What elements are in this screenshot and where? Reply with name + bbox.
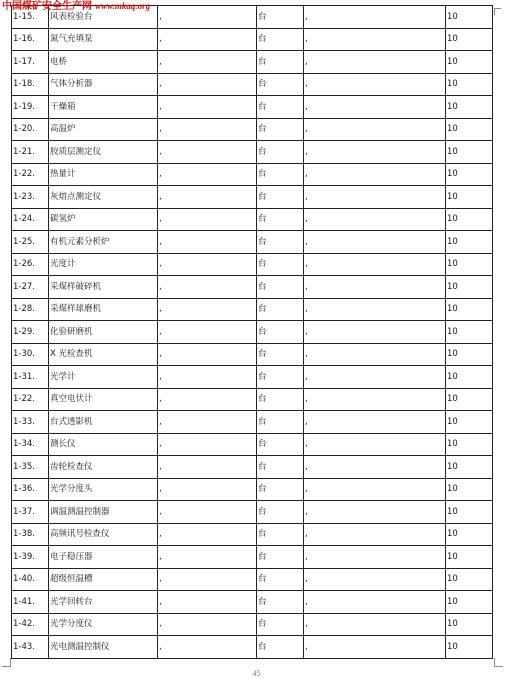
item-number-cell: 1-17. xyxy=(12,51,49,74)
blank-cell: , xyxy=(158,478,257,501)
blank-cell: , xyxy=(304,568,446,591)
item-name-cell: 采煤样破碎机 xyxy=(49,276,158,299)
item-number-cell: 1-34. xyxy=(12,433,49,456)
quantity-cell: 10 xyxy=(446,501,493,524)
unit-cell: 台 xyxy=(257,456,304,479)
blank-cell: , xyxy=(304,546,446,569)
unit-cell: 台 xyxy=(257,96,304,119)
item-number-cell: 1-22. xyxy=(12,163,49,186)
quantity-cell: 10 xyxy=(446,546,493,569)
blank-cell: , xyxy=(158,96,257,119)
equipment-table-body xyxy=(12,6,493,659)
unit-cell: 台 xyxy=(257,343,304,366)
blank-cell: , xyxy=(304,636,446,659)
quantity-cell: 10 xyxy=(446,636,493,659)
blank-cell: , xyxy=(304,231,446,254)
unit-cell: 台 xyxy=(257,366,304,389)
blank-cell: , xyxy=(158,366,257,389)
quantity-cell: 10 xyxy=(446,366,493,389)
blank-cell: , xyxy=(304,366,446,389)
blank-cell: , xyxy=(158,613,257,636)
blank-cell: , xyxy=(158,501,257,524)
item-number-cell: 1-27. xyxy=(12,276,49,299)
unit-cell: 台 xyxy=(257,208,304,231)
item-name-cell: 电桥 xyxy=(49,51,158,74)
blank-cell: , xyxy=(158,118,257,141)
item-name-cell: 测长仪 xyxy=(49,433,158,456)
quantity-cell: 10 xyxy=(446,208,493,231)
blank-cell: , xyxy=(158,51,257,74)
blank-cell: , xyxy=(158,231,257,254)
unit-cell: 台 xyxy=(257,6,304,29)
table-row xyxy=(12,456,493,479)
watermark-site-name: 中国煤矿安全生产网 xyxy=(2,1,92,12)
blank-cell: , xyxy=(158,411,257,434)
blank-cell: , xyxy=(304,208,446,231)
table-row xyxy=(12,366,493,389)
item-name-cell: 灰熔点测定仪 xyxy=(49,186,158,209)
blank-cell: , xyxy=(304,478,446,501)
blank-cell: , xyxy=(158,28,257,51)
table-row xyxy=(12,321,493,344)
item-number-cell: 1-22. xyxy=(12,388,49,411)
item-name-cell: 采煤样球磨机 xyxy=(49,298,158,321)
item-number-cell: 1-15. xyxy=(12,6,49,29)
item-name-cell: 光学分度头 xyxy=(49,478,158,501)
item-name-cell: 有机元素分析炉 xyxy=(49,231,158,254)
item-name-cell: 电子稳压器 xyxy=(49,546,158,569)
blank-cell: , xyxy=(304,591,446,614)
quantity-cell: 10 xyxy=(446,343,493,366)
item-name-cell: 光学回转台 xyxy=(49,591,158,614)
unit-cell: 台 xyxy=(257,73,304,96)
blank-cell: , xyxy=(158,343,257,366)
blank-cell: , xyxy=(158,636,257,659)
item-name-cell: 碳氢炉 xyxy=(49,208,158,231)
blank-cell: , xyxy=(304,73,446,96)
item-number-cell: 1-40. xyxy=(12,568,49,591)
table-row xyxy=(12,96,493,119)
quantity-cell: 10 xyxy=(446,591,493,614)
table-row xyxy=(12,231,493,254)
quantity-cell: 10 xyxy=(446,51,493,74)
item-name-cell: 光学分度仪 xyxy=(49,613,158,636)
quantity-cell: 10 xyxy=(446,411,493,434)
quantity-cell: 10 xyxy=(446,253,493,276)
quantity-cell: 10 xyxy=(446,613,493,636)
quantity-cell: 10 xyxy=(446,28,493,51)
item-name-cell: 光学计 xyxy=(49,366,158,389)
blank-cell: , xyxy=(304,501,446,524)
table-row xyxy=(12,298,493,321)
quantity-cell: 10 xyxy=(446,186,493,209)
quantity-cell: 10 xyxy=(446,141,493,164)
item-name-cell: 风表检验台 xyxy=(49,6,158,29)
quantity-cell: 10 xyxy=(446,163,493,186)
unit-cell: 台 xyxy=(257,591,304,614)
unit-cell: 台 xyxy=(257,388,304,411)
item-name-cell: 光电测温控制仪 xyxy=(49,636,158,659)
table-row xyxy=(12,73,493,96)
blank-cell: , xyxy=(158,163,257,186)
blank-cell: , xyxy=(158,208,257,231)
unit-cell: 台 xyxy=(257,298,304,321)
blank-cell: , xyxy=(304,118,446,141)
blank-cell: , xyxy=(304,321,446,344)
unit-cell: 台 xyxy=(257,231,304,254)
item-number-cell: 1-26. xyxy=(12,253,49,276)
table-row xyxy=(12,546,493,569)
crop-mark-bottom-left xyxy=(2,658,11,667)
quantity-cell: 10 xyxy=(446,298,493,321)
quantity-cell: 10 xyxy=(446,523,493,546)
blank-cell: , xyxy=(304,276,446,299)
item-number-cell: 1-19. xyxy=(12,96,49,119)
equipment-table xyxy=(11,5,493,659)
table-row xyxy=(12,253,493,276)
blank-cell: , xyxy=(158,433,257,456)
blank-cell: , xyxy=(158,253,257,276)
unit-cell: 台 xyxy=(257,28,304,51)
table-row xyxy=(12,478,493,501)
blank-cell: , xyxy=(158,298,257,321)
item-number-cell: 1-37. xyxy=(12,501,49,524)
blank-cell: , xyxy=(304,96,446,119)
item-number-cell: 1-42. xyxy=(12,613,49,636)
quantity-cell: 10 xyxy=(446,388,493,411)
table-row xyxy=(12,501,493,524)
blank-cell: , xyxy=(158,321,257,344)
unit-cell: 台 xyxy=(257,276,304,299)
item-number-cell: 1-38. xyxy=(12,523,49,546)
blank-cell: , xyxy=(158,141,257,164)
unit-cell: 台 xyxy=(257,118,304,141)
blank-cell: , xyxy=(304,163,446,186)
item-number-cell: 1-24. xyxy=(12,208,49,231)
item-number-cell: 1-30. xyxy=(12,343,49,366)
blank-cell: , xyxy=(158,186,257,209)
item-name-cell: 干燥箱 xyxy=(49,96,158,119)
blank-cell: , xyxy=(304,298,446,321)
table-row xyxy=(12,343,493,366)
blank-cell: , xyxy=(158,546,257,569)
blank-cell: , xyxy=(304,28,446,51)
table-row xyxy=(12,433,493,456)
quantity-cell: 10 xyxy=(446,433,493,456)
unit-cell: 台 xyxy=(257,636,304,659)
unit-cell: 台 xyxy=(257,523,304,546)
unit-cell: 台 xyxy=(257,51,304,74)
blank-cell: , xyxy=(304,141,446,164)
unit-cell: 台 xyxy=(257,568,304,591)
item-number-cell: 1-41. xyxy=(12,591,49,614)
blank-cell: , xyxy=(158,6,257,29)
item-number-cell: 1-18. xyxy=(12,73,49,96)
quantity-cell: 10 xyxy=(446,321,493,344)
item-name-cell: 气体分析器 xyxy=(49,73,158,96)
unit-cell: 台 xyxy=(257,253,304,276)
table-row xyxy=(12,568,493,591)
quantity-cell: 10 xyxy=(446,6,493,29)
watermark-url: www.mkaq.org xyxy=(95,1,151,11)
blank-cell: , xyxy=(304,433,446,456)
item-name-cell: 高频讯号检查仪 xyxy=(49,523,158,546)
quantity-cell: 10 xyxy=(446,73,493,96)
crop-mark-bottom-right xyxy=(494,658,503,667)
blank-cell: , xyxy=(304,523,446,546)
item-number-cell: 1-35. xyxy=(12,456,49,479)
table-row xyxy=(12,51,493,74)
item-number-cell: 1-39. xyxy=(12,546,49,569)
unit-cell: 台 xyxy=(257,501,304,524)
crop-mark-top-right xyxy=(494,8,501,15)
blank-cell: , xyxy=(158,388,257,411)
quantity-cell: 10 xyxy=(446,231,493,254)
table-row xyxy=(12,388,493,411)
blank-cell: , xyxy=(304,51,446,74)
table-row xyxy=(12,613,493,636)
item-name-cell: 齿轮检查仪 xyxy=(49,456,158,479)
unit-cell: 台 xyxy=(257,433,304,456)
blank-cell: , xyxy=(158,523,257,546)
blank-cell: , xyxy=(158,591,257,614)
item-number-cell: 1-43. xyxy=(12,636,49,659)
blank-cell: , xyxy=(304,6,446,29)
table-row xyxy=(12,141,493,164)
blank-cell: , xyxy=(304,343,446,366)
item-name-cell: 胶质层测定仪 xyxy=(49,141,158,164)
blank-cell: , xyxy=(158,276,257,299)
blank-cell: , xyxy=(158,456,257,479)
item-name-cell: 真空电伏计 xyxy=(49,388,158,411)
quantity-cell: 10 xyxy=(446,568,493,591)
unit-cell: 台 xyxy=(257,321,304,344)
table-row xyxy=(12,523,493,546)
table-row xyxy=(12,28,493,51)
page-number: 45 xyxy=(252,669,261,678)
quantity-cell: 10 xyxy=(446,478,493,501)
blank-cell: , xyxy=(304,456,446,479)
unit-cell: 台 xyxy=(257,163,304,186)
item-number-cell: 1-20. xyxy=(12,118,49,141)
table-row xyxy=(12,276,493,299)
item-number-cell: 1-21. xyxy=(12,141,49,164)
blank-cell: , xyxy=(304,186,446,209)
site-watermark xyxy=(2,0,150,12)
quantity-cell: 10 xyxy=(446,96,493,119)
table-row xyxy=(12,208,493,231)
unit-cell: 台 xyxy=(257,186,304,209)
item-name-cell: X 光检查机 xyxy=(49,343,158,366)
item-name-cell: 热量计 xyxy=(49,163,158,186)
item-number-cell: 1-36. xyxy=(12,478,49,501)
unit-cell: 台 xyxy=(257,613,304,636)
item-name-cell: 调温测温控制器 xyxy=(49,501,158,524)
item-name-cell: 化验研磨机 xyxy=(49,321,158,344)
blank-cell: , xyxy=(304,613,446,636)
table-row xyxy=(12,186,493,209)
table-row xyxy=(12,591,493,614)
blank-cell: , xyxy=(304,388,446,411)
quantity-cell: 10 xyxy=(446,456,493,479)
unit-cell: 台 xyxy=(257,411,304,434)
blank-cell: , xyxy=(304,253,446,276)
item-name-cell: 台式透影机 xyxy=(49,411,158,434)
item-number-cell: 1-23. xyxy=(12,186,49,209)
item-number-cell: 1-33. xyxy=(12,411,49,434)
blank-cell: , xyxy=(158,73,257,96)
blank-cell: , xyxy=(304,411,446,434)
item-number-cell: 1-28. xyxy=(12,298,49,321)
item-number-cell: 1-29. xyxy=(12,321,49,344)
table-row xyxy=(12,411,493,434)
table-row xyxy=(12,118,493,141)
quantity-cell: 10 xyxy=(446,276,493,299)
item-name-cell: 氮气充填泵 xyxy=(49,28,158,51)
item-name-cell: 高温炉 xyxy=(49,118,158,141)
blank-cell: , xyxy=(158,568,257,591)
item-name-cell: 超级恒温槽 xyxy=(49,568,158,591)
quantity-cell: 10 xyxy=(446,118,493,141)
item-number-cell: 1-25. xyxy=(12,231,49,254)
unit-cell: 台 xyxy=(257,478,304,501)
item-number-cell: 1-16. xyxy=(12,28,49,51)
item-name-cell: 光度计 xyxy=(49,253,158,276)
item-number-cell: 1-31. xyxy=(12,366,49,389)
table-row xyxy=(12,636,493,659)
unit-cell: 台 xyxy=(257,546,304,569)
table-row xyxy=(12,163,493,186)
unit-cell: 台 xyxy=(257,141,304,164)
